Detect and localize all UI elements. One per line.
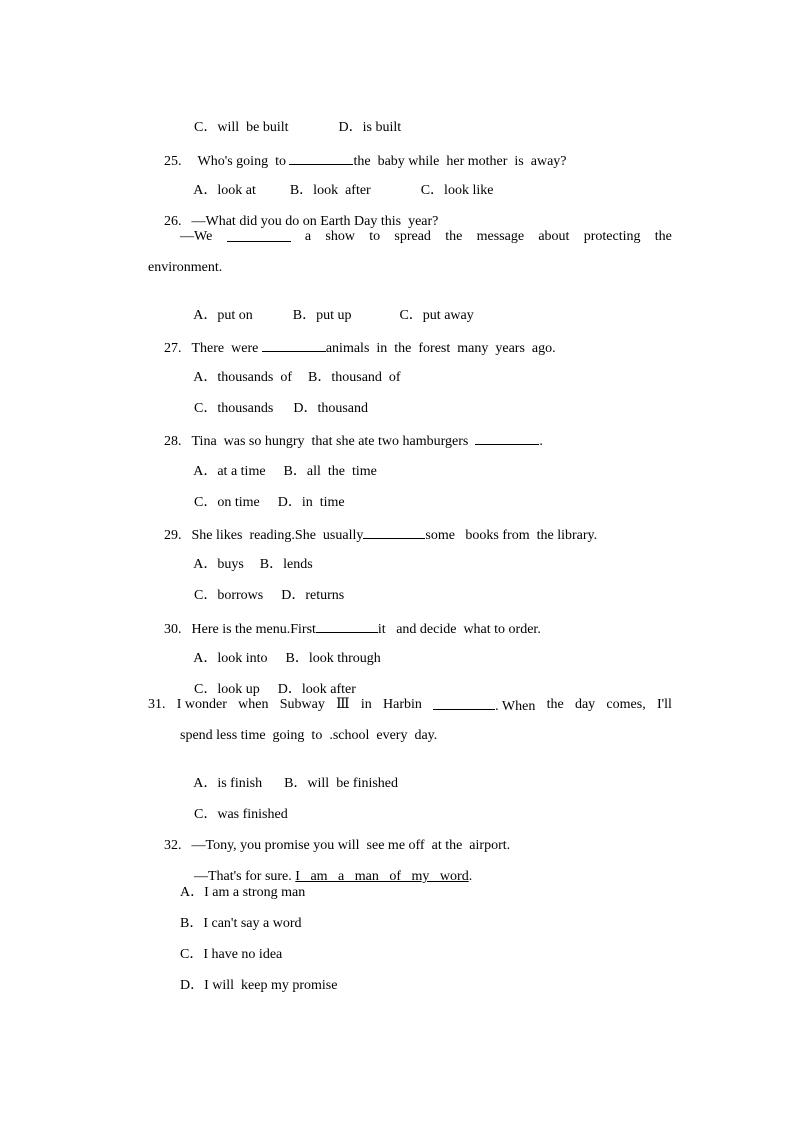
q31-word: Harbin xyxy=(383,697,422,712)
q26-word: to xyxy=(369,229,381,244)
q26-option-c: C．put away xyxy=(399,308,474,323)
q30-option-a: A．look into xyxy=(193,651,268,666)
q32-number: 32. xyxy=(164,838,182,853)
q31-word: comes, xyxy=(606,697,646,712)
q32-line1: —Tony, you promise you will see me off at the airport. xyxy=(191,838,511,853)
q31-word: . When xyxy=(495,699,536,714)
q29-option-b: B．lends xyxy=(259,557,313,572)
q31-word: when xyxy=(238,697,269,712)
q25-option-c: C．look like xyxy=(420,183,494,198)
q29-number: 29. xyxy=(164,528,182,543)
q26-word: spread xyxy=(394,229,431,244)
q26-word: message xyxy=(476,229,525,244)
q31-word: Subway xyxy=(279,697,325,712)
q26-word: —We xyxy=(180,229,213,244)
q31-blank xyxy=(433,697,495,710)
q31-word: day xyxy=(574,697,596,712)
q31-stem-line1 xyxy=(148,697,672,715)
q26-word: the xyxy=(654,229,672,244)
q26-stem-line3: environment. xyxy=(148,260,223,275)
q32-line2-after: . xyxy=(468,869,473,884)
q30-text-before: Here is the menu.First xyxy=(191,622,316,637)
q31-word: I'll xyxy=(656,697,672,712)
q27-option-c: C．thousands xyxy=(194,401,274,416)
q30-option-c: C．look up xyxy=(194,682,260,697)
q25-text-after: the baby while her mother is away? xyxy=(353,154,567,169)
q32-underlined-phrase: I am a man of my word xyxy=(295,869,469,884)
q32-option-d: D．I will keep my promise xyxy=(180,978,338,993)
q26-word: show xyxy=(325,229,355,244)
q24-option-d: D．is built xyxy=(338,120,402,135)
q25-option-b: B．look after xyxy=(289,183,371,198)
q31-number: 31. xyxy=(148,697,166,712)
q29-option-c: C．borrows xyxy=(194,588,264,603)
q31-option-b: B．will be finished xyxy=(284,776,399,791)
q32-option-a: A．I am a strong man xyxy=(180,885,306,900)
q26-option-b: B．put up xyxy=(292,308,352,323)
q29-text-after: some books from the library. xyxy=(425,528,598,543)
q30-number: 30. xyxy=(164,622,182,637)
q26-line1: —What did you do on Earth Day this year? xyxy=(191,214,439,229)
q26-blank xyxy=(227,229,291,242)
q26-word: about xyxy=(538,229,570,244)
q30-text-after: it and decide what to order. xyxy=(377,622,541,637)
q29-blank xyxy=(363,526,425,539)
q26-option-a: A．put on xyxy=(193,308,253,323)
q32-option-b: B．I can't say a word xyxy=(180,916,302,931)
q27-option-d: D．thousand xyxy=(293,401,369,416)
q30-option-b: B．look through xyxy=(285,651,381,666)
q31-word: Ⅲ xyxy=(336,697,350,712)
q27-text-before: There were xyxy=(191,341,262,356)
q28-option-b: B．all the time xyxy=(283,464,377,479)
q29-option-a: A．buys xyxy=(193,557,244,572)
q31-option-a: A．is finish xyxy=(193,776,263,791)
q26-word: a xyxy=(304,229,312,244)
q28-option-c: C．on time xyxy=(194,495,260,510)
q30-blank xyxy=(316,620,378,633)
q28-number: 28. xyxy=(164,434,182,449)
q28-blank xyxy=(475,432,539,445)
q26-number: 26. xyxy=(164,214,182,229)
q26-stem-line2 xyxy=(180,229,672,245)
q25-blank xyxy=(289,152,353,165)
q28-option-a: A．at a time xyxy=(193,464,266,479)
q32-line2-before: —That's for sure. xyxy=(194,869,296,884)
q26-word: protecting xyxy=(583,229,641,244)
q31-word: I wonder xyxy=(176,697,227,712)
q27-blank xyxy=(262,339,326,352)
q31-option-c: C．was finished xyxy=(194,807,288,822)
q26-word: the xyxy=(445,229,463,244)
q24-option-c: C．will be built xyxy=(194,120,289,135)
q30-option-d: D．look after xyxy=(277,682,356,697)
q27-number: 27. xyxy=(164,341,182,356)
q28-text-before: Tina was so hungry that she ate two hamburgers xyxy=(191,434,476,449)
q25-number: 25. xyxy=(164,154,182,169)
q25-option-a: A．look at xyxy=(193,183,256,198)
q27-option-a: A．thousands of xyxy=(193,370,293,385)
q31-word: the xyxy=(546,697,564,712)
q31-word: in xyxy=(360,697,372,712)
q27-text-after: animals in the forest many years ago. xyxy=(325,341,556,356)
q29-text-before: She likes reading.She usually xyxy=(191,528,364,543)
q31-stem-line2: spend less time going to .school every day. xyxy=(180,728,438,743)
q25-text-before: Who's going to xyxy=(197,154,290,169)
q27-option-b: B．thousand of xyxy=(308,370,401,385)
q29-option-d: D．returns xyxy=(281,588,345,603)
q28-text-after: . xyxy=(539,434,543,449)
q32-option-c: C．I have no idea xyxy=(180,947,283,962)
q28-option-d: D．in time xyxy=(277,495,345,510)
